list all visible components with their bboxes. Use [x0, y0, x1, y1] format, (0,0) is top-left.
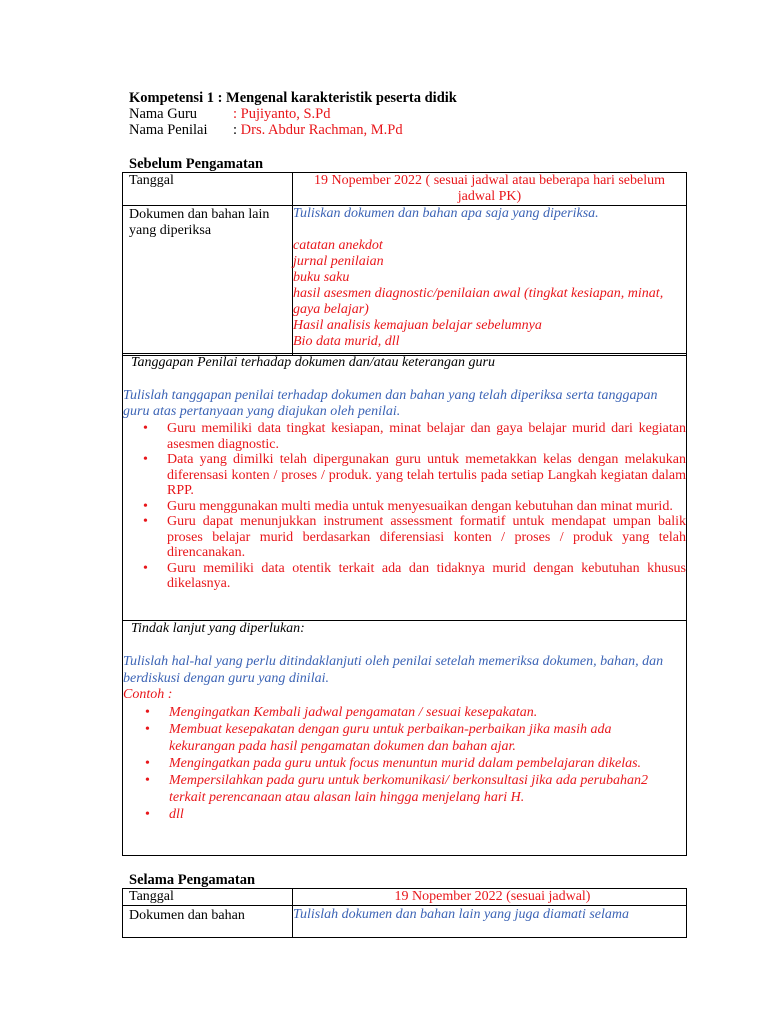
selama-table — [122, 888, 687, 938]
nama-penilai-sep: : — [233, 122, 241, 138]
tanggapan-instruction: Tulislah tanggapan penilai terhadap dokumen dan bahan yang telah diperiksa serta tanggapan guru atas pertanyaan yang diajukan oleh penilai. — [123, 388, 658, 419]
nama-penilai-label: Nama Penilai — [129, 122, 208, 138]
tanggapan-item: • Guru memiliki data otentik terkait ada dan tidaknya murid dengan kebutuhan khusus dikelasnya. — [143, 560, 686, 591]
tindak-list — [125, 704, 655, 823]
dokumen-item: jurnal penilaian — [293, 254, 384, 269]
tindak-item: • dll — [145, 807, 184, 822]
dokumen-item: Hasil analisis kemajuan belajar sebelumnya — [293, 318, 542, 333]
tindak-instruction: Tulislah hal-hal yang perlu ditindaklanjuti oleh penilai setelah memeriksa dokumen, bahan, dan berdiskusi dengan guru yang dinilai. — [123, 654, 664, 686]
sebelum-table — [122, 172, 687, 356]
tanggapan-item: • Guru menggunakan multi media untuk menyesuaikan dengan kebutuhan dan minat murid. — [143, 498, 673, 514]
dokumen-item: catatan anekdot — [293, 238, 383, 253]
selama-dokumen-instruction: Tulislah dokumen dan bahan lain yang juga diamati selama — [293, 906, 687, 938]
nama-guru-value: Pujiyanto, S.Pd — [240, 106, 331, 122]
tanggapan-item: • Data yang dimilki telah dipergunakan guru untuk memetakkan kelas dengan melakukan diferensasi konten / proses / produk. yang telah tertulis pada setiap Langkah kegiatan dalam RPP. — [143, 452, 686, 498]
nama-guru-sep: : — [233, 106, 241, 122]
selama-tanggal-label: Tanggal — [123, 889, 293, 906]
tanggapan-title: Tanggapan Penilai terhadap dokumen dan/atau keterangan guru — [131, 355, 495, 370]
selama-title: Selama Pengamatan — [129, 872, 256, 888]
tindak-item: • Mengingatkan Kembali jadwal pengamatan / sesuai kesepakatan. — [145, 705, 538, 720]
tanggal-value: 19 Nopember 2022 ( sesuai jadwal atau beberapa hari sebelum jadwal PK) — [293, 173, 687, 206]
tindak-item: • Mengingatkan pada guru untuk focus menuntun murid dalam pembelajaran dikelas. — [145, 756, 642, 771]
dokumen-item: buku saku — [293, 270, 350, 285]
tanggapan-list — [123, 421, 686, 592]
tindak-box — [122, 620, 687, 856]
contoh-label: Contoh : — [123, 687, 173, 702]
tanggal-row — [123, 173, 687, 206]
dokumen-content — [293, 206, 687, 356]
dokumen-row — [123, 206, 687, 356]
selama-tanggal-value: 19 Nopember 2022 (sesuai jadwal) — [293, 889, 687, 906]
nama-penilai-row — [129, 122, 403, 139]
tanggapan-item: • Guru dapat menunjukkan instrument assessment formatif untuk mendapat umpan balik proses belajar murid berdasarkan diferensiasi konten / proses / produk yang telah direncanakan. — [143, 514, 686, 560]
selama-dokumen-row — [123, 906, 687, 938]
selama-tanggal-row — [123, 889, 687, 906]
tanggapan-box — [122, 353, 687, 621]
dokumen-label: Dokumen dan bahan lain yang diperiksa — [123, 206, 293, 356]
dokumen-item: Bio data murid, dll — [293, 334, 400, 349]
sebelum-title: Sebelum Pengamatan — [129, 156, 264, 172]
nama-penilai-value: Drs. Abdur Rachman, M.Pd — [240, 122, 403, 138]
tindak-title: Tindak lanjut yang diperlukan: — [131, 621, 305, 636]
nama-guru-row — [129, 106, 331, 123]
selama-dokumen-label: Dokumen dan bahan — [123, 906, 293, 938]
tanggapan-item: • Guru memiliki data tingkat kesiapan, minat belajar dan gaya belajar murid dari kegiatan asesmen diagnostic. — [143, 421, 686, 452]
nama-guru-label: Nama Guru — [129, 106, 198, 122]
kompetensi-title: Kompetensi 1 : Mengenal karakteristik peserta didik — [129, 90, 457, 106]
tindak-item: • Membuat kesepakatan dengan guru untuk perbaikan-perbaikan jika masih ada kekurangan pada hasil pengamatan dokumen dan bahan ajar. — [145, 722, 612, 754]
dokumen-item: hasil asesmen diagnostic/penilaian awal (tingkat kesiapan, minat, gaya belajar) — [293, 286, 664, 317]
dokumen-instruction: Tuliskan dokumen dan bahan apa saja yang diperiksa. — [293, 206, 599, 221]
tindak-item: • Mempersilahkan pada guru untuk berkomunikasi/ berkonsultasi jika ada perubahan2 terkait perencanaan atau alasan lain hingga menjelang hari H. — [145, 773, 649, 805]
tanggal-label: Tanggal — [123, 173, 293, 206]
